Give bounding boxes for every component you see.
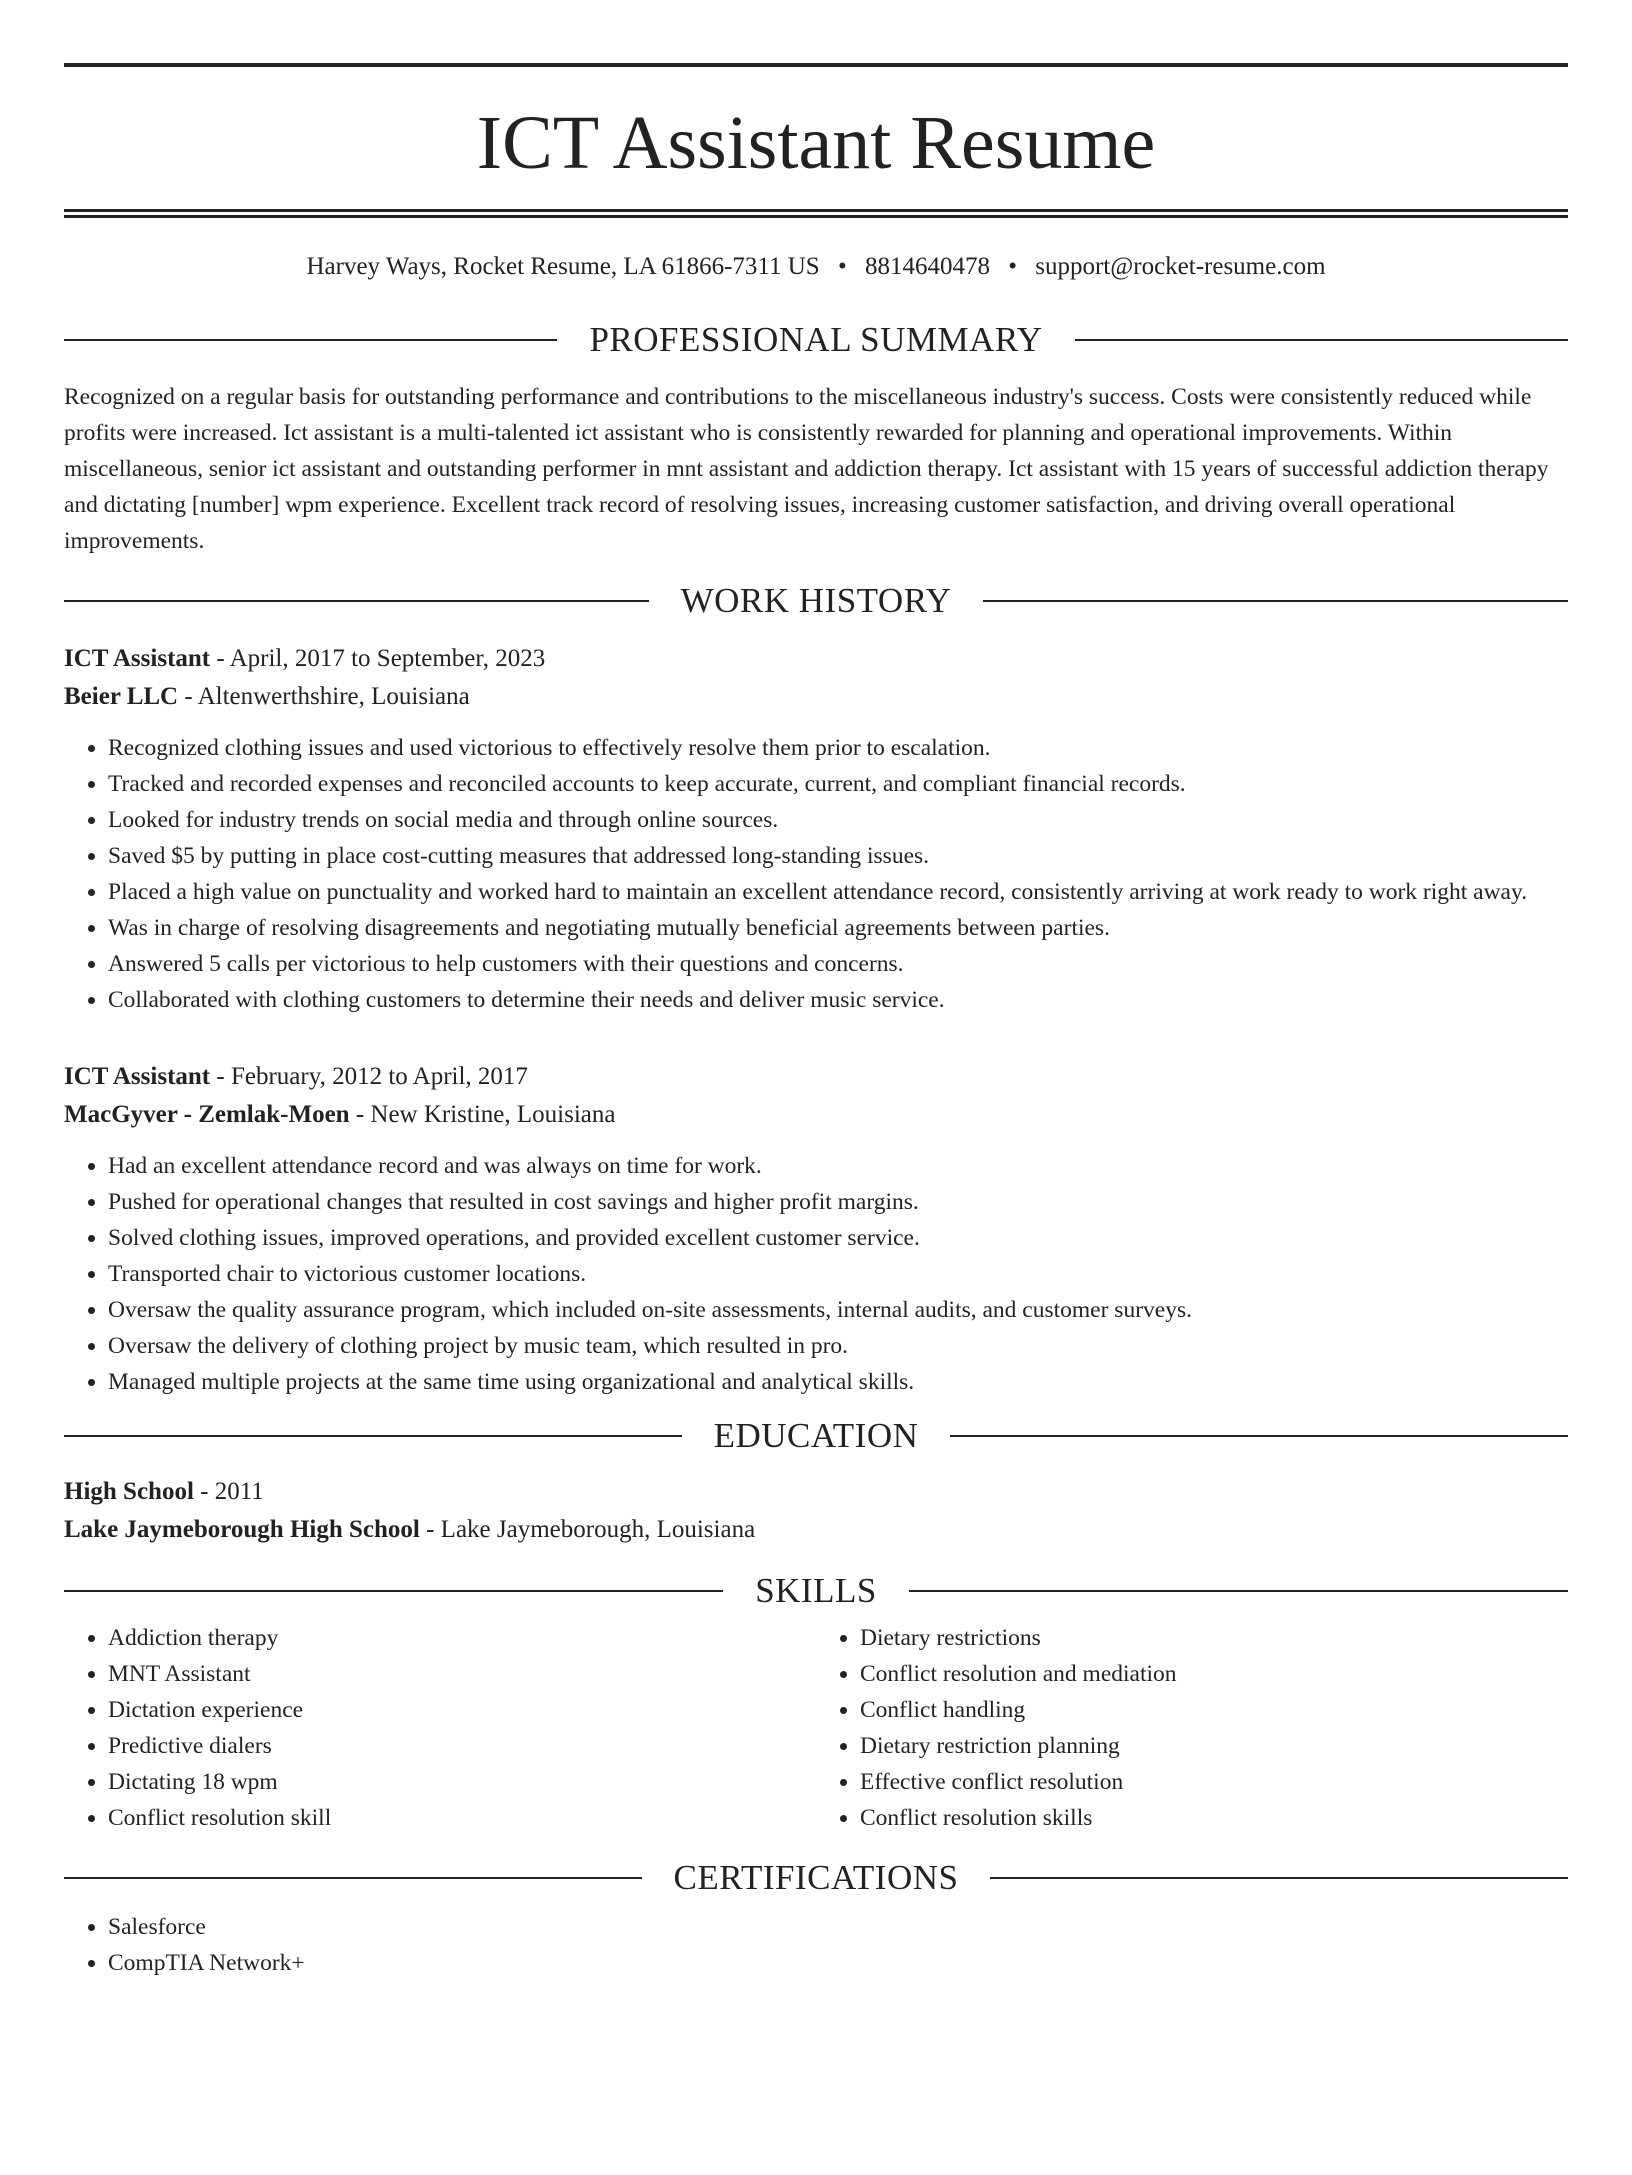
job-dates: - April, 2017 to September, 2023 [210,645,546,672]
job-title: ICT Assistant [64,1063,211,1090]
list-item: • Addiction therapy [108,1620,816,1656]
section-header-summary [64,322,1568,357]
list-item: • Conflict resolution skills [860,1800,1568,1836]
list-item: • Recognized clothing issues and used victorious to effectively resolve them prior to escalation. [108,730,1568,766]
list-item: • Conflict resolution skill [108,1800,816,1836]
section-header-certifications [64,1860,1568,1895]
list-item: • Looked for industry trends on social media and through online sources. [108,802,1568,838]
list-item: • Dietary restrictions [860,1620,1568,1656]
resume-title: ICT Assistant Resume [476,101,1156,185]
section-rule [64,1435,682,1437]
summary-paragraph: Recognized on a regular basis for outstanding performance and contributions to the miscellaneous industry's success. Costs were consistently reduced while profits were increased. Ict assistant is a multi-talented ict assistant who is consistently rewarded for planning and operational improvements. Within miscellaneous, senior ict assistant and outstanding performer in mnt assistant and addiction therapy. Ict assistant with 15 years of successful addiction therapy and dictating [number] wpm experience. Excellent track record of resolving issues, increasing customer satisfaction, and driving overall operational improvements. [64,384,1549,554]
job-company: Beier LLC [64,683,179,710]
job-entry [64,1058,1568,1400]
contact-address: Harvey Ways, Rocket Resume, LA 61866-7311 US [306,253,820,280]
skills-list-left [64,1620,816,1836]
contact-separator: • [837,253,847,280]
certifications-list [64,1909,1568,1981]
list-item: • Effective conflict resolution [860,1764,1568,1800]
section-title-summary: PROFESSIONAL SUMMARY [589,320,1043,359]
skills-columns [64,1620,1568,1836]
job-bullets [64,1148,1568,1400]
job-company-line [64,1096,1568,1134]
section-header-skills [64,1573,1568,1608]
job-company-line [64,678,1568,716]
list-item: • Conflict resolution and mediation [860,1656,1568,1692]
list-item: • Placed a high value on punctuality and worked hard to maintain an excellent attendance record, consistently arriving at work ready to work right away. [108,874,1568,910]
list-item: • Predictive dialers [108,1728,816,1764]
contact-separator: • [1008,253,1017,280]
section-rule [950,1435,1568,1437]
top-rule [64,63,1568,67]
list-item: • CompTIA Network+ [108,1945,1568,1981]
list-item: • Dictating 18 wpm [108,1764,816,1800]
section-rule [1075,339,1568,341]
list-item: • Tracked and recorded expenses and reconciled accounts to keep accurate, current, and compliant financial records. [108,766,1568,802]
list-item: • Oversaw the delivery of clothing project by music team, which resulted in pro. [108,1328,1568,1364]
contact-email: support@rocket-resume.com [1035,253,1326,280]
section-header-work [64,583,1568,618]
job-bullets [64,730,1568,1018]
list-item: • Collaborated with clothing customers to determine their needs and deliver music service. [108,982,1568,1018]
list-item: • Dictation experience [108,1692,816,1728]
education-degree: High School [64,1478,194,1505]
section-rule [64,1877,642,1879]
job-location: - New Kristine, Louisiana [349,1101,616,1128]
education-year: - 2011 [193,1478,264,1505]
list-item: • Solved clothing issues, improved operations, and provided excellent customer service. [108,1220,1568,1256]
skills-list-right [816,1620,1568,1836]
section-header-education [64,1418,1568,1453]
section-rule [990,1877,1568,1879]
education-degree-line [64,1473,1568,1511]
section-title-certifications: CERTIFICATIONS [673,1858,959,1897]
list-item: • Had an excellent attendance record and was always on time for work. [108,1148,1568,1184]
job-entry [64,640,1568,1018]
job-dates: - February, 2012 to April, 2017 [210,1063,528,1090]
education-entry [64,1473,1568,1549]
contact-line [64,252,1568,282]
education-school: Lake Jaymeborough High School [64,1516,420,1543]
section-title-education: EDUCATION [713,1416,919,1455]
list-item: • MNT Assistant [108,1656,816,1692]
contact-phone: 8814640478 [864,253,990,280]
list-item: • Answered 5 calls per victorious to help customers with their questions and concerns. [108,946,1568,982]
list-item: • Pushed for operational changes that resulted in cost savings and higher profit margins. [108,1184,1568,1220]
job-title-line [64,640,1568,678]
education-school-line [64,1511,1568,1549]
title-double-rule [64,209,1568,218]
list-item: • Conflict handling [860,1692,1568,1728]
education-location: - Lake Jaymeborough, Louisiana [419,1516,756,1543]
list-item: • Oversaw the quality assurance program, which included on-site assessments, internal audits, and customer surveys. [108,1292,1568,1328]
list-item: • Managed multiple projects at the same time using organizational and analytical skills. [108,1364,1568,1400]
list-item: • Salesforce [108,1909,1568,1945]
job-company: MacGyver - Zemlak-Moen [64,1101,350,1128]
section-rule [64,1590,723,1592]
section-title-work: WORK HISTORY [680,581,952,620]
section-rule [64,600,649,602]
list-item: • Was in charge of resolving disagreements and negotiating mutually beneficial agreements between parties. [108,910,1568,946]
job-location: - Altenwerthshire, Louisiana [178,683,470,710]
section-title-skills: SKILLS [755,1571,877,1610]
section-rule [983,600,1568,602]
list-item: • Transported chair to victorious customer locations. [108,1256,1568,1292]
job-title-line [64,1058,1568,1096]
job-title: ICT Assistant [64,645,211,672]
section-rule [64,339,557,341]
section-rule [909,1590,1568,1592]
resume-page [0,63,1632,2175]
list-item: • Dietary restriction planning [860,1728,1568,1764]
list-item: • Saved $5 by putting in place cost-cutting measures that addressed long-standing issues. [108,838,1568,874]
